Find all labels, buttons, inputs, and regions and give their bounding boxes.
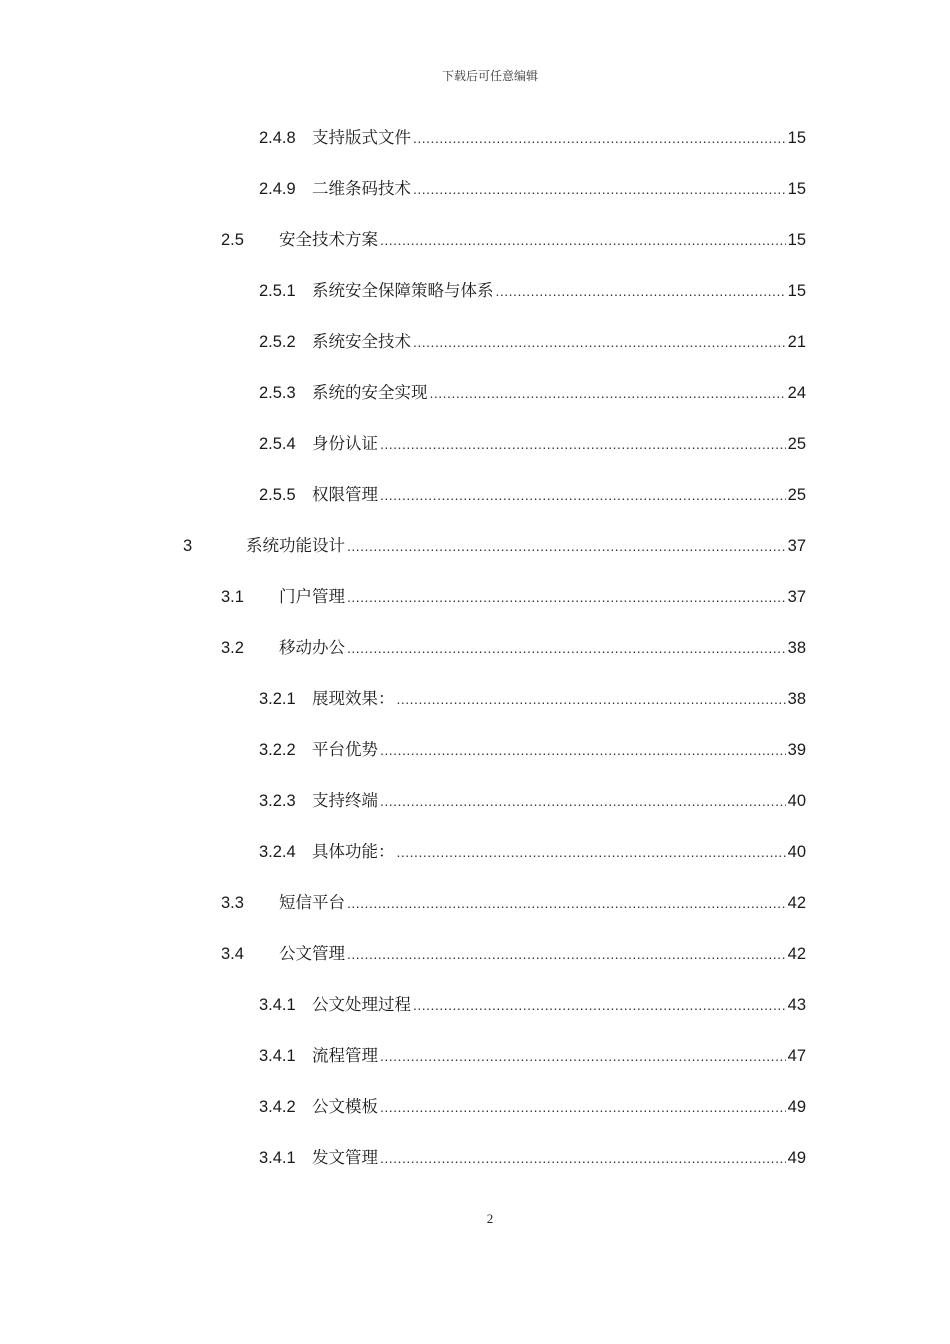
toc-dot-leader <box>347 631 786 665</box>
toc-entry-number: 2.5 <box>221 231 244 249</box>
toc-entry-title: 支持版式文件 <box>312 128 411 147</box>
toc-entry-number: 2.5.5 <box>259 486 296 504</box>
toc-entry-page: 49 <box>787 1098 806 1116</box>
toc-dot-leader <box>397 682 786 716</box>
toc-dot-leader <box>380 1039 786 1073</box>
toc-entry-title: 具体功能： <box>312 842 395 861</box>
toc-entry[interactable] <box>259 1039 806 1073</box>
toc-entry-page: 37 <box>787 588 806 606</box>
toc-entry-title: 系统安全技术 <box>312 332 411 351</box>
toc-dot-leader <box>430 376 786 410</box>
toc-entry[interactable] <box>259 1090 806 1124</box>
toc-entry[interactable] <box>221 580 806 614</box>
toc-entry-title: 安全技术方案 <box>279 230 378 249</box>
toc-entry[interactable] <box>259 427 806 461</box>
toc-entry-page: 15 <box>787 231 806 249</box>
toc-dot-leader <box>380 1090 786 1124</box>
toc-entry-title: 系统安全保障策略与体系 <box>312 281 494 300</box>
toc-entry[interactable] <box>259 733 806 767</box>
toc-entry-number: 3 <box>183 537 193 555</box>
toc-dot-leader <box>347 529 786 563</box>
toc-entry[interactable] <box>221 886 806 920</box>
toc-entry-number: 3.2.2 <box>259 741 296 759</box>
toc-entry[interactable] <box>259 835 806 869</box>
toc-entry-number: 2.5.2 <box>259 333 296 351</box>
toc-entry[interactable] <box>221 631 806 665</box>
toc-entry-title: 公文管理 <box>279 944 345 963</box>
toc-entry-page: 42 <box>787 945 806 963</box>
toc-dot-leader <box>380 733 786 767</box>
toc-entry-title: 权限管理 <box>312 485 378 504</box>
toc-entry[interactable] <box>259 274 806 308</box>
toc-entry-number: 2.4.9 <box>259 180 296 198</box>
toc-entry-page: 40 <box>787 792 806 810</box>
toc-entry[interactable] <box>259 121 806 155</box>
toc-entry-page: 21 <box>787 333 806 351</box>
toc-entry-page: 43 <box>787 996 806 1014</box>
toc-entry-number: 3.2.4 <box>259 843 296 861</box>
page-header: 下载后可任意编辑 <box>441 69 538 83</box>
toc-dot-leader <box>347 580 786 614</box>
toc-dot-leader <box>380 478 786 512</box>
toc-entry-title: 流程管理 <box>312 1046 378 1065</box>
toc-entry-number: 3.4.2 <box>259 1098 296 1116</box>
toc-dot-leader <box>380 223 786 257</box>
toc-entry-page: 38 <box>787 639 806 657</box>
toc-entry-number: 3.4.1 <box>259 1149 296 1167</box>
toc-entry-title: 公文处理过程 <box>312 995 411 1014</box>
toc-dot-leader <box>347 886 786 920</box>
toc-dot-leader <box>413 325 786 359</box>
toc-entry-page: 24 <box>787 384 806 402</box>
toc-entry[interactable] <box>259 478 806 512</box>
toc-entry-page: 25 <box>787 435 806 453</box>
toc-entry[interactable] <box>259 682 806 716</box>
toc-entry-number: 2.5.3 <box>259 384 296 402</box>
toc-dot-leader <box>413 988 786 1022</box>
toc-entry-number: 3.2 <box>221 639 244 657</box>
toc-entry-title: 系统的安全实现 <box>312 383 428 402</box>
toc-entry-page: 42 <box>787 894 806 912</box>
toc-dot-leader <box>380 427 786 461</box>
toc-entry-number: 3.4 <box>221 945 244 963</box>
toc-entry[interactable] <box>221 223 806 257</box>
toc-entry[interactable] <box>259 325 806 359</box>
toc-dot-leader <box>397 835 786 869</box>
toc-dot-leader <box>413 121 786 155</box>
toc-entry[interactable] <box>221 937 806 971</box>
toc-entry-number: 2.5.4 <box>259 435 296 453</box>
toc-entry-title: 二维条码技术 <box>312 179 411 198</box>
toc-entry-page: 15 <box>787 129 806 147</box>
toc-entry-number: 2.4.8 <box>259 129 296 147</box>
toc-entry[interactable] <box>259 1141 806 1175</box>
toc-entry-page: 38 <box>787 690 806 708</box>
page-number: 2 <box>486 1211 494 1226</box>
toc-dot-leader <box>496 274 786 308</box>
toc-entry-number: 3.2.3 <box>259 792 296 810</box>
toc-entry-page: 37 <box>787 537 806 555</box>
toc-entry[interactable] <box>259 172 806 206</box>
toc-entry-page: 25 <box>787 486 806 504</box>
toc-dot-leader <box>380 1141 786 1175</box>
toc-entry[interactable] <box>183 529 806 563</box>
toc-entry-title: 系统功能设计 <box>246 536 345 555</box>
toc-entry-page: 39 <box>787 741 806 759</box>
toc-entry-title: 平台优势 <box>312 740 378 759</box>
toc-entry-number: 3.4.1 <box>259 1047 296 1065</box>
toc-entry-title: 门户管理 <box>279 587 345 606</box>
toc-entry-title: 展现效果： <box>312 689 395 708</box>
toc-entry-page: 40 <box>787 843 806 861</box>
toc-entry-title: 短信平台 <box>279 893 345 912</box>
toc-entry[interactable] <box>259 784 806 818</box>
toc-entry-page: 49 <box>787 1149 806 1167</box>
toc-entry-number: 2.5.1 <box>259 282 296 300</box>
toc-entry-title: 公文模板 <box>312 1097 378 1116</box>
toc-entry-page: 15 <box>787 180 806 198</box>
toc-entry[interactable] <box>259 988 806 1022</box>
toc-entry-number: 3.4.1 <box>259 996 296 1014</box>
toc-entry[interactable] <box>259 376 806 410</box>
toc-entry-page: 15 <box>787 282 806 300</box>
toc-entry-page: 47 <box>787 1047 806 1065</box>
toc-entry-title: 移动办公 <box>279 638 345 657</box>
toc-dot-leader <box>413 172 786 206</box>
toc-entry-title: 支持终端 <box>312 791 378 810</box>
toc-entry-number: 3.2.1 <box>259 690 296 708</box>
toc-dot-leader <box>347 937 786 971</box>
toc-entry-number: 3.3 <box>221 894 244 912</box>
toc-entry-title: 发文管理 <box>312 1148 378 1167</box>
toc-entry-title: 身份认证 <box>312 434 378 453</box>
toc-dot-leader <box>380 784 786 818</box>
toc-entry-number: 3.1 <box>221 588 244 606</box>
